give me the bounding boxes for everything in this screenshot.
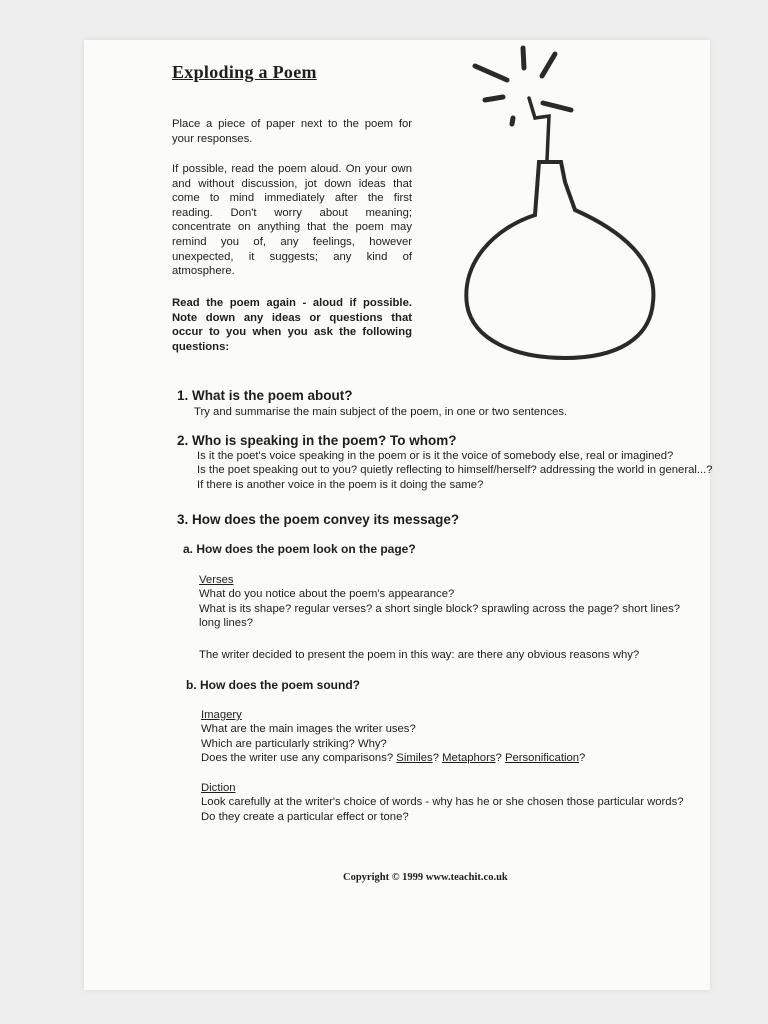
question-mark: ? bbox=[495, 751, 502, 764]
writer-decision-line: The writer decided to present the poem in this way: are there any obvious reasons why? bbox=[199, 649, 640, 662]
imagery-line: Which are particularly striking? Why? bbox=[201, 737, 387, 750]
intro-paragraph-3: Read the poem again - aloud if possible. Note down any ideas or questions that occur to you when you ask the following questions: bbox=[172, 297, 412, 353]
question-3-heading: 3. How does the poem convey its message? bbox=[177, 512, 460, 527]
question-mark: ? bbox=[432, 751, 439, 764]
verses-label: Verses bbox=[199, 574, 234, 586]
question-2-line: Is it the poet's voice speaking in the poem or is it the voice of somebody else, real or imagined? bbox=[197, 450, 674, 462]
imagery-label: Imagery bbox=[201, 709, 242, 721]
copyright-notice: Copyright © 1999 www.teachit.co.uk bbox=[343, 872, 508, 883]
question-1-text: Try and summarise the main subject of the poem, in one or two sentences. bbox=[194, 406, 568, 418]
question-2-heading: 2. Who is speaking in the poem? To whom? bbox=[177, 433, 457, 448]
diction-label: Diction bbox=[201, 782, 236, 795]
bomb-icon bbox=[455, 40, 685, 370]
section-b-heading: b. How does the poem sound? bbox=[186, 678, 360, 692]
intro-paragraph-1: Place a piece of paper next to the poem for your responses. bbox=[172, 118, 412, 145]
question-2-body bbox=[197, 449, 713, 492]
question-1-heading: 1. What is the poem about? bbox=[177, 388, 353, 403]
verses-line: What is its shape? regular verses? a short single block? sprawling across the page? short lines? bbox=[199, 602, 680, 615]
comparisons-line bbox=[201, 751, 684, 765]
intro-paragraph-2: If possible, read the poem aloud. On your own and without discussion, jot down ideas that come to mind immediately after the first reading. Don't worry about meaning; concentrate on anything that the poem may remind you of, any feelings, however unexpected, it suggests; any kind of atmosphere. bbox=[172, 163, 412, 278]
personification-term: Personification bbox=[504, 751, 580, 764]
section-a-heading: a. How does the poem look on the page? bbox=[183, 542, 416, 556]
section-a bbox=[183, 542, 680, 662]
question-2-line: Is the poet speaking out to you? quietly reflecting to himself/herself? addressing the world in general...? bbox=[197, 464, 713, 477]
diction-line: Look carefully at the writer's choice of words - why has he or she chosen those particular words? bbox=[201, 796, 684, 809]
comparisons-prefix: Does the writer use any comparisons? bbox=[201, 751, 394, 764]
page-title: Exploding a Poem bbox=[172, 62, 317, 82]
verses-line: What do you notice about the poem's appearance? bbox=[199, 588, 455, 601]
imagery-block bbox=[201, 708, 684, 824]
question-2 bbox=[177, 433, 713, 492]
question-1 bbox=[177, 388, 567, 419]
question-2-line: If there is another voice in the poem is it doing the same? bbox=[197, 478, 484, 491]
question-mark: ? bbox=[579, 751, 586, 764]
similes-term: Similes bbox=[396, 751, 433, 764]
metaphors-term: Metaphors bbox=[442, 751, 496, 764]
verses-line: long lines? bbox=[199, 616, 254, 629]
question-3 bbox=[177, 512, 459, 527]
diction-line: Do they create a particular effect or tone? bbox=[201, 810, 409, 823]
verses-block bbox=[199, 573, 680, 662]
imagery-line: What are the main images the writer uses? bbox=[201, 723, 416, 736]
section-b bbox=[186, 678, 684, 824]
